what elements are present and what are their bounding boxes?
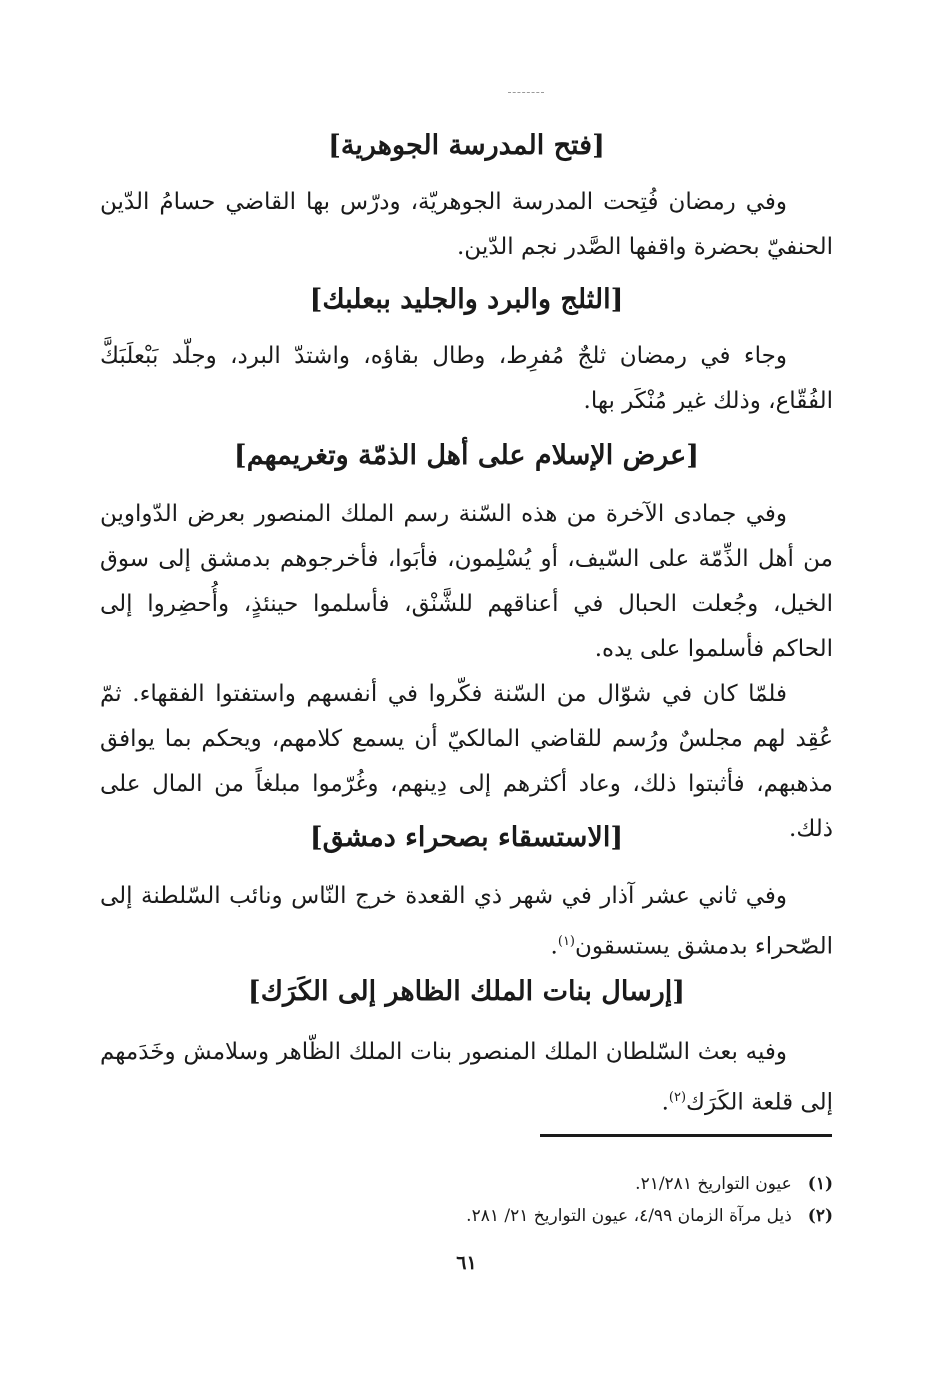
section-heading: [الثلج والبرد والجليد ببعلبك]	[309, 284, 624, 315]
paragraph	[100, 874, 833, 970]
section-heading: [فتح المدرسة الجوهرية]	[328, 130, 605, 161]
paragraph: فلمّا كان في شوّال من السّنة فكّروا في أنفسهم واستفتوا الفقهاء. ثمّ عُقِد لهم مجلسٌ ورُسم للقاضي المالكيّ أن يسمع كلامهم، ويحكم بما يوافق مذهبهم، فأثبتوا ذلك، وعاد أكثرهم إلى دِينهم، وغُرّموا مبلغاً من المال على ذلك.	[100, 681, 833, 842]
footnote-number: (٢)	[807, 1206, 833, 1226]
page-number: ٦١	[456, 1252, 477, 1274]
paragraph	[100, 1030, 833, 1126]
footnote-number: (١)	[807, 1174, 833, 1194]
footnote-item	[300, 1200, 833, 1232]
section-heading: [الاستسقاء بصحراء دمشق]	[309, 822, 624, 853]
paragraph: وفي جمادى الآخرة من هذه السّنة رسم الملك المنصور بعرض الدّواوين من أهل الذِّمّة على السّيف، أو يُسْلِمون، فأبَوا، فأخرجوهم بدمشق إلى سوق الخيل، وجُعلت الحبال في أعناقهم للشَّنْق، فأسلموا حينئذٍ، وأُحضِروا إلى الحاكم فأسلموا على يده.	[100, 501, 833, 662]
footnote-text: ذيل مرآة الزمان ٤/٩٩، عيون التواريخ ٢١/ ٢٨١.	[466, 1206, 792, 1226]
paragraph-end: .	[550, 933, 558, 960]
paragraph-end: .	[661, 1089, 669, 1116]
footnote-item	[300, 1168, 833, 1200]
section-body	[100, 334, 833, 424]
section-body	[100, 180, 833, 270]
paragraph-text: وفي ثاني عشر آذار في شهر ذي القعدة خرج النّاس ونائب السّلطنة إلى الصّحراء بدمشق يستسقون	[100, 883, 833, 960]
paragraph: وفي رمضان فُتِحت المدرسة الجوهريّة، ودرّس بها القاضي حسامُ الدّين الحنفيّ بحضرة واقفها الصَّدر نجم الدّين.	[100, 189, 833, 260]
section-heading: [عرض الإسلام على أهل الذمّة وتغريمهم]	[233, 440, 700, 471]
section-body	[100, 874, 833, 970]
paragraph: وجاء في رمضان ثلجٌ مُفرِط، وطال بقاؤه، واشتدّ البرد، وجلّد بَبْعلَبَكَّ الفُقّاع، وذلك غير مُنْكَر بها.	[100, 343, 833, 414]
top-dash-mark	[508, 92, 544, 93]
section-body	[100, 1030, 833, 1126]
footnote-text: عيون التواريخ ٢١/٢٨١.	[635, 1174, 792, 1194]
section-body	[100, 492, 833, 672]
footnote-reference: (٢)	[668, 1090, 687, 1105]
footnote-divider	[540, 1134, 832, 1137]
footnote-reference: (١)	[557, 934, 575, 949]
section-heading: [إرسال بنات الملك الظاهر إلى الكَرَك]	[247, 976, 686, 1007]
footnotes	[300, 1168, 833, 1232]
paragraph-text: وفيه بعث السّلطان الملك المنصور بنات الملك الظّاهر وسلامش وخَدَمهم إلى قلعة الكَرَك	[100, 1039, 833, 1116]
